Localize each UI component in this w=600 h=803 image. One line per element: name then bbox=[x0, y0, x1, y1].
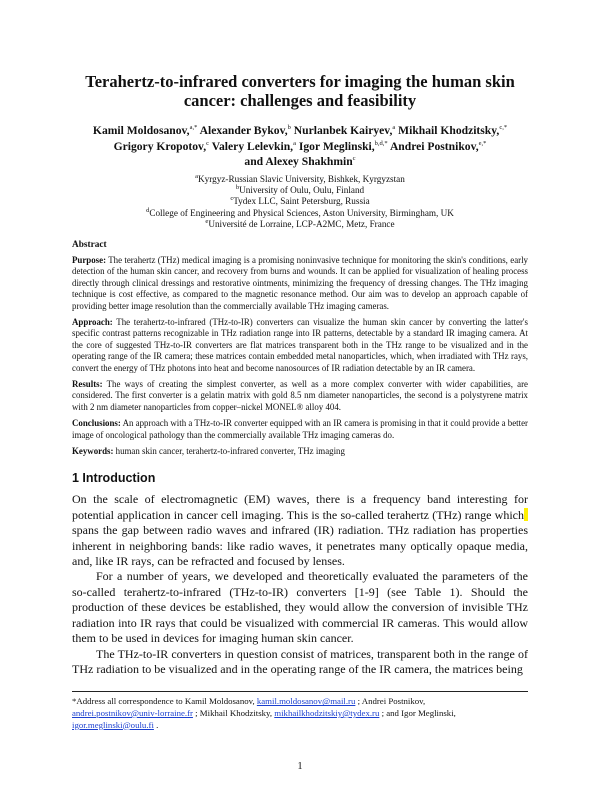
email-link[interactable]: andrei.postnikov@univ-lorraine.fr bbox=[72, 707, 193, 718]
footnote: *Address all correspondence to Kamil Moldosanov, kamil.moldosanov@mail.ru ; Andrei Postnikov, andrei.postnikov@univ-lorraine.fr ; Mikhail Khodzitsky, mikhailkhodzitskiy@tydex.ru ; and Igor Meglinski, igor.meglinski@oulu.fi . bbox=[72, 696, 456, 730]
author: Valery Lelevkin,$^a$ bbox=[211, 139, 296, 153]
keywords: Keywords: human skin cancer, terahertz-to-infrared converter, THz imaging bbox=[72, 446, 345, 457]
affiliation: $^d$College of Engineering and Physical Sciences, Aston University, Birmingham, UK bbox=[146, 206, 454, 218]
author-list bbox=[72, 123, 528, 170]
page-number: 1 bbox=[297, 761, 303, 773]
abstract-results: Results: The ways of creating the simplest converter, as well as a more complex converter with wider capabilities, are considered. The first converter is a gelatin matrix with gold 8.5 nm diameter nanoparticles, the second is a polystyrene matrix with 2 nm diameter nanoparticles from copper–nickel MONEL® alloy 404. bbox=[72, 379, 528, 412]
paragraph: The THz-to-IR converters in question consist of matrices, transparent both in the range of THz radiation to be visualized and in the operating range of the IR camera, the matrices being bbox=[72, 646, 528, 676]
abstract-conclusions: Conclusions: An approach with a THz-to-IR converter equipped with an IR camera is promising in that it could provide a better image of oncological pathology than the commercially available THz imaging cameras do. bbox=[72, 418, 528, 440]
author: Alexander Bykov,$^b$ bbox=[199, 124, 291, 137]
email-link[interactable]: kamil.moldosanov@mail.ru bbox=[256, 696, 356, 707]
title-line: cancer: challenges and feasibility bbox=[183, 91, 417, 110]
affiliation: $^b$University of Oulu, Oulu, Finland bbox=[235, 183, 365, 195]
paragraph: For a number of years, we developed and theoretically evaluated the parameters of the so-called terahertz-to-infrared (THz-to-IR) converters [1-9] (see Table 1). Should the production of these devices be established, they would allow the conversion of invisible THz radiation into IR rays that could be visualized with commercial IR cameras. This would allow them to be used in devices for imaging human skin cancer. bbox=[72, 569, 528, 646]
title-line: Terahertz-to-infrared converters for imaging the human skin bbox=[85, 72, 515, 91]
section-heading-introduction: 1 Introduction bbox=[72, 471, 156, 486]
paragraph: On the scale of electromagnetic (EM) waves, there is a frequency band interesting for potential application in cancer cell imaging. This is the so-called terahertz (THz) range whichspans the gap between radio waves and infrared (IR) radiation. THz radiation has properties inherent in neighboring bands: like radio waves, it penetrates many optically opaque media, and, like IR rays, can be refracted and focused by lenses. bbox=[72, 492, 528, 569]
paper-title bbox=[72, 72, 528, 110]
author: and Alexey Shakhmin$^c$ bbox=[244, 155, 356, 168]
author: Igor Meglinski,$^{b,d,*}$ bbox=[298, 139, 388, 153]
introduction-body bbox=[72, 492, 528, 677]
affiliation: $^a$Kyrgyz-Russian Slavic University, Bishkek, Kyrgyzstan bbox=[195, 172, 405, 184]
affiliation: $^e$Université de Lorraine, LCP-A2MC, Metz, France bbox=[205, 218, 395, 230]
author: Kamil Moldosanov,$^{a,*}$ bbox=[92, 124, 198, 137]
abstract-purpose: Purpose: The terahertz (THz) medical imaging is a promising noninvasive technique for monitoring the skin's conditions, early detection of the human skin cancer, and recovery from burns and wounds. It can be applied for visualization of healing process directly through clinical dressings and restorative ointments, minimizing the frequency of dressing changes. The THz imaging technique is cost effective, as compared to the magnetic resonance method. Our aim was to develop an approach capable of providing better image resolution than the commercially available THz imaging cameras. bbox=[72, 254, 528, 311]
abstract-heading: Abstract bbox=[72, 239, 107, 250]
affiliation: $^c$Tydex LLC, Saint Petersburg, Russia bbox=[230, 195, 370, 207]
author: Mikhail Khodzitsky,$^{c,*}$ bbox=[398, 124, 508, 137]
author: Grigory Kropotov,$^c$ bbox=[113, 139, 209, 153]
affiliations bbox=[72, 174, 528, 231]
text-highlight bbox=[524, 508, 528, 521]
paper-page bbox=[72, 0, 528, 803]
email-link[interactable]: mikhailkhodzitskiy@tydex.ru bbox=[274, 707, 380, 718]
email-link[interactable]: igor.meglinski@oulu.fi bbox=[72, 719, 154, 730]
abstract bbox=[72, 240, 528, 458]
abstract-approach: Approach: The terahertz-to-infrared (THz-to-IR) converters can visualize the human skin cancer by converting the latter's specific contrast patterns recognizable in THz radiation range into IR patterns, detectable by a standard IR imaging camera. At the core of suggested THz-to-IR converters are flat matrices transparent both in the THz range to be visualized and in the operating range of the IR camera; these matrices contain embedded metal nanoparticles, which, when irradiated with THz rays, convert the energy of THz photons into heat and become nanosources of IR radiation detectable by an IR camera. bbox=[72, 316, 528, 373]
footnote-divider bbox=[72, 691, 528, 692]
author: Nurlanbek Kairyev,$^a$ bbox=[293, 124, 396, 137]
author: Andrei Postnikov,$^{e,*}$ bbox=[389, 139, 487, 153]
